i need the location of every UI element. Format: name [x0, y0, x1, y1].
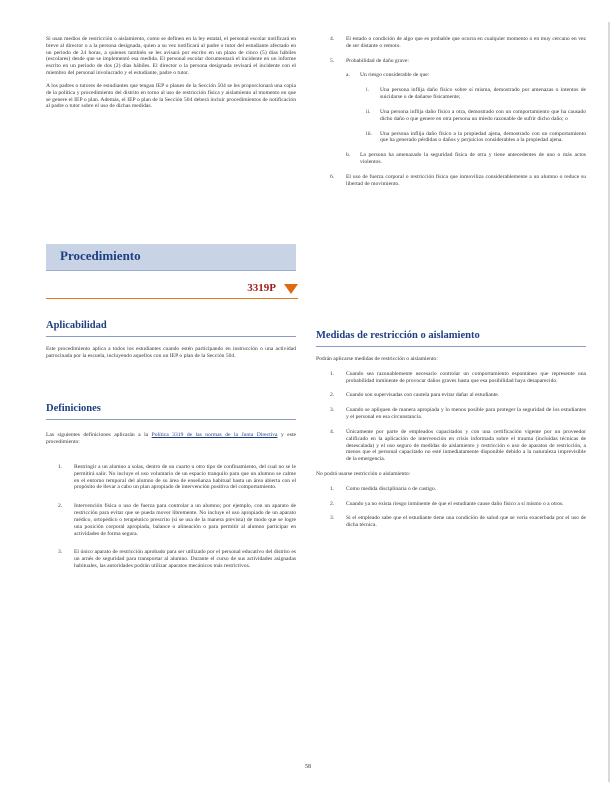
item-text: Intervención física o uso de fuerza para controlar a un alumno; por ejemplo, con un aparato de restricción para evitar que se pueda mover libremente. No incluye el uso apropiado de un aparato médico, ortopédico o terapéutico prescrito (si se usa de la manera prevista) de modo que se logre una posición corporal apropiada, balance o alineación o para permitir al alumno participar en actividades de forma segura. — [74, 503, 296, 537]
item-number: 3. — [330, 515, 335, 522]
roman-number: iii. — [366, 130, 373, 137]
item-number: 2. — [330, 500, 335, 507]
item-text: El estado o condición de algo que es probable que ocurra en cualquier momento o en muy cercano en vez de ser distante o remoto. — [346, 36, 586, 49]
item-number: 3. — [58, 549, 63, 556]
list-item — [330, 58, 586, 65]
measures-no-intro: No podrá usarse restricción o aislamiento: — [316, 470, 411, 477]
roman-item — [366, 87, 586, 101]
roman-text: Una persona inflija daño físico a otra, demostrado con un comportamiento que ha causado dicho daño o que genere en otra persona un miedo razonable de sufrir dicho daño; o — [380, 108, 586, 122]
prohibited-item — [330, 486, 586, 493]
measure-item — [330, 407, 586, 421]
item-number: 6. — [330, 173, 335, 180]
definitions-intro-after: y este procedimiento: — [46, 432, 296, 445]
roman-number: i. — [366, 87, 369, 94]
measures-intro: Podrán aplicarse medidas de restricción o aislamiento: — [316, 356, 438, 362]
definitions-list-left — [58, 464, 296, 576]
roman-item — [366, 131, 586, 145]
policy-link[interactable]: Política 3319 de las normas de la Junta Directiva — [151, 432, 278, 438]
procedure-code: 3319P — [247, 282, 276, 294]
item-number: 1. — [330, 370, 335, 377]
item-number: 2. — [58, 503, 63, 510]
intro-text — [46, 36, 296, 116]
sub-text-a: Un riesgo considerable de que: — [360, 72, 430, 79]
item-text: El uso de fuerza corporal o restricción física que inmoviliza considerablemente a un alumno o reduce su libertad de movimiento. — [346, 173, 586, 187]
procedure-title: Procedimiento — [60, 248, 141, 263]
item-text: Cuando se apliquen de manera apropiada y lo menos posible para proteger la seguridad de los estudiantes y el personal en esa circunstancia. — [346, 407, 586, 421]
triangle-down-icon — [284, 284, 298, 294]
item-number: 4. — [330, 36, 335, 42]
sub-label-a: a. — [346, 72, 350, 79]
sub-text-b: La persona ha amenazado la seguridad física de otra y tiene antecedentes de uno o más actos violentos. — [360, 152, 586, 165]
item-text: Cuando ya no exista riesgo inminente de que el estudiante cause daño físico a sí mismo o a otros. — [346, 500, 564, 507]
definitions-intro — [46, 432, 296, 446]
intro-paragraph-1: Si usan medios de restricción o aislamiento, como se definen en la ley estatal, el personal escolar notificará en breve al director o a la persona designada, quien a su vez notificará al padre o tutor del estudiante afectado en un periodo de 24 horas, a quienes también se les avisará por escrito en un plazo de cinco (5) días hábiles (escolares) desde que se implementó esa medida. El personal escolar documentará el incidente en un informe escrito en un periodo de dos (2) días hábiles. El director o la persona designada revisará el incidente con el miembro del personal involucrado y el estudiante, padre o tutor. — [46, 36, 296, 77]
item-text: Únicamente por parte de empleados capacitados y con una certificación vigente por un proveedor calificado en la aplicación de intervención en crisis informada sobre el trauma (incluidas técnicas de desescalada) y el uso seguro de medidas de aislamiento y restricción o uso de aparatos de restricción, a menos que el personal capacitado no esté inmediatamente disponible debido a la naturaleza imprevisible de la emergencia. — [346, 428, 586, 463]
measure-item — [330, 371, 586, 385]
list-item — [330, 36, 586, 50]
list-item — [330, 174, 586, 188]
item-text: Cuando sea razonablemente necesario controlar un comportamiento espontáneo que represente una probabilidad inminente de provocar daños graves hasta que esa posibilidad haya desaparecido. — [346, 370, 586, 384]
procedure-divider — [46, 298, 298, 299]
page-number: 58 — [305, 764, 311, 770]
list-item — [58, 464, 296, 491]
applicability-rule — [46, 336, 296, 337]
item-text: Probabilidad de daño grave: — [346, 57, 409, 64]
roman-text: Una persona inflija daño físico a la propiedad ajena, demostrado con un comportamiento que ha generado pérdidas o daños y perjuicios considerables a la propiedad ajena. — [380, 130, 586, 144]
sub-label-b: b. — [346, 152, 351, 159]
measures-heading: Medidas de restricción o aislamiento — [316, 330, 480, 341]
definitions-rule — [46, 419, 296, 420]
prohibited-item — [330, 501, 586, 508]
measures-section — [316, 356, 586, 535]
list-item — [58, 503, 296, 537]
item-number: 5. — [330, 57, 335, 64]
item-number: 4. — [330, 428, 335, 435]
item-number: 3. — [330, 407, 335, 414]
item-text: El único aparato de restricción aprobado para ser utilizado por el personal educativo del distrito es un arnés de seguridad para transportar al alumno. Durante el curso de sus actividades asignadas habituales, las autoridades podrán utilizar aparatos mecánicos más restrictivos. — [74, 549, 296, 569]
applicability-text: Este procedimiento aplica a todos los estudiantes cuando estén participando en instrucción o una actividad patrocinada por la escuela, incluyendo aquellos con un IEP o plan de la Sección 504. — [46, 346, 296, 359]
item-text: Si el empleado sabe que el estudiante tiene una condición de salud que se vería exacerbada por el uso de dicha técnica. — [346, 515, 586, 529]
definitions-intro-before: Las siguientes definiciones aplicarán a la — [46, 432, 149, 438]
roman-number: ii. — [366, 108, 371, 115]
list-item — [58, 549, 296, 569]
item-text: Cuando son supervisadas con cautela para evitar dañar al estudiante. — [346, 392, 500, 399]
definitions-list-right — [330, 36, 586, 193]
roman-text: Una persona inflija daño físico sobre sí misma, demostrado por amenazas o intentos de suicidarse o de dañarse físicamente; — [380, 87, 586, 101]
sub-item-b — [346, 152, 586, 166]
item-number: 1. — [58, 464, 63, 470]
sub-item-a — [346, 72, 586, 165]
page-edge-shadow — [608, 22, 610, 782]
item-text: Restringir a un alumno a solas, dentro de un cuarto u otro tipo de confinamiento, del cual no se le permitirá salir. No incluye el uso voluntario de un espacio tranquilo para que un alumno se calme en el entorno temporal del alumno de su área de enseñanza habitual hasta un área abierta con el propósito de llevar a cabo un plan apropiado de intervención positiva del comportamiento. — [74, 464, 296, 491]
measure-item — [330, 392, 586, 399]
measures-rule — [316, 346, 586, 347]
procedure-code-label — [220, 282, 298, 296]
intro-paragraph-2: A los padres o tutores de estudiantes que tengan IEP o planes de la Sección 504 se les proporcionará una copia de la política y procedimiento del distrito en torno al uso de restricción física y aislamiento al momento en que se genere el IEP o plan. Además, el IEP o plan de la Sección 504 deberá incluir procedimientos de notificación al padre o tutor sobre el uso de dichas medidas. — [46, 82, 296, 110]
item-number: 1. — [330, 485, 335, 492]
applicability-heading: Aplicabilidad — [46, 320, 107, 331]
measure-item — [330, 429, 586, 463]
item-text: Como medida disciplinaria o de castigo. — [346, 485, 437, 492]
item-number: 2. — [330, 392, 335, 399]
roman-item — [366, 109, 586, 123]
definitions-heading: Definiciones — [46, 403, 101, 414]
prohibited-item — [330, 515, 586, 529]
